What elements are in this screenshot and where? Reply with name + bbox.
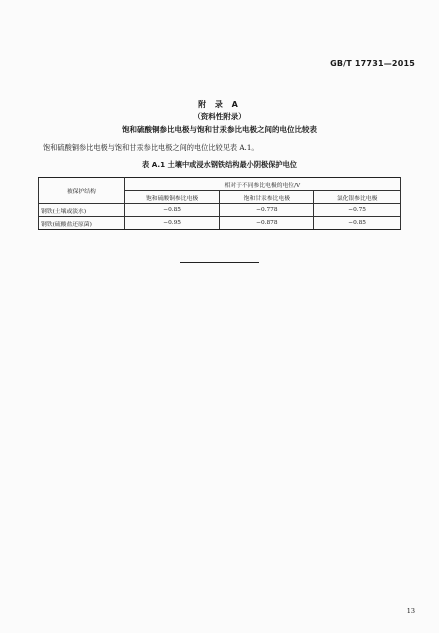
table-cell: −0.778 bbox=[220, 204, 314, 217]
group-header: 相对于不同参比电极的电位/V bbox=[124, 178, 400, 191]
table-cell: −0.75 bbox=[314, 204, 401, 217]
row-label: 钢铁(硫酸盐还原菌) bbox=[39, 217, 125, 230]
annex-label: 附 录 A bbox=[198, 100, 241, 109]
table-cell: −0.95 bbox=[124, 217, 220, 230]
page-number: 13 bbox=[406, 607, 415, 615]
annex-title: 饱和硫酸铜参比电极与饱和甘汞参比电极之间的电位比较表 bbox=[122, 125, 317, 134]
annex-type: （资料性附录） bbox=[193, 112, 246, 121]
table-cell: −0.85 bbox=[314, 217, 401, 230]
corner-header: 被保护结构 bbox=[39, 178, 125, 204]
row-label: 钢铁(土壤或淡水) bbox=[39, 204, 125, 217]
table-cell: −0.85 bbox=[124, 204, 220, 217]
column-header: 饱和硫酸铜参比电极 bbox=[124, 191, 220, 204]
column-header: 氯化银参比电极 bbox=[314, 191, 401, 204]
table-row bbox=[39, 217, 401, 230]
end-rule bbox=[180, 262, 259, 263]
table-header-row bbox=[39, 178, 401, 191]
table-cell: −0.878 bbox=[220, 217, 314, 230]
intro-paragraph: 饱和硫酸铜参比电极与饱和甘汞参比电极之间的电位比较见表 A.1。 bbox=[43, 143, 259, 152]
standard-code: GB/T 17731—2015 bbox=[330, 59, 415, 68]
table-caption: 表 A.1 土壤中或浸水钢铁结构最小阴极保护电位 bbox=[142, 160, 297, 169]
column-header: 饱和甘汞参比电极 bbox=[220, 191, 314, 204]
table-row bbox=[39, 204, 401, 217]
potential-table bbox=[38, 177, 401, 230]
